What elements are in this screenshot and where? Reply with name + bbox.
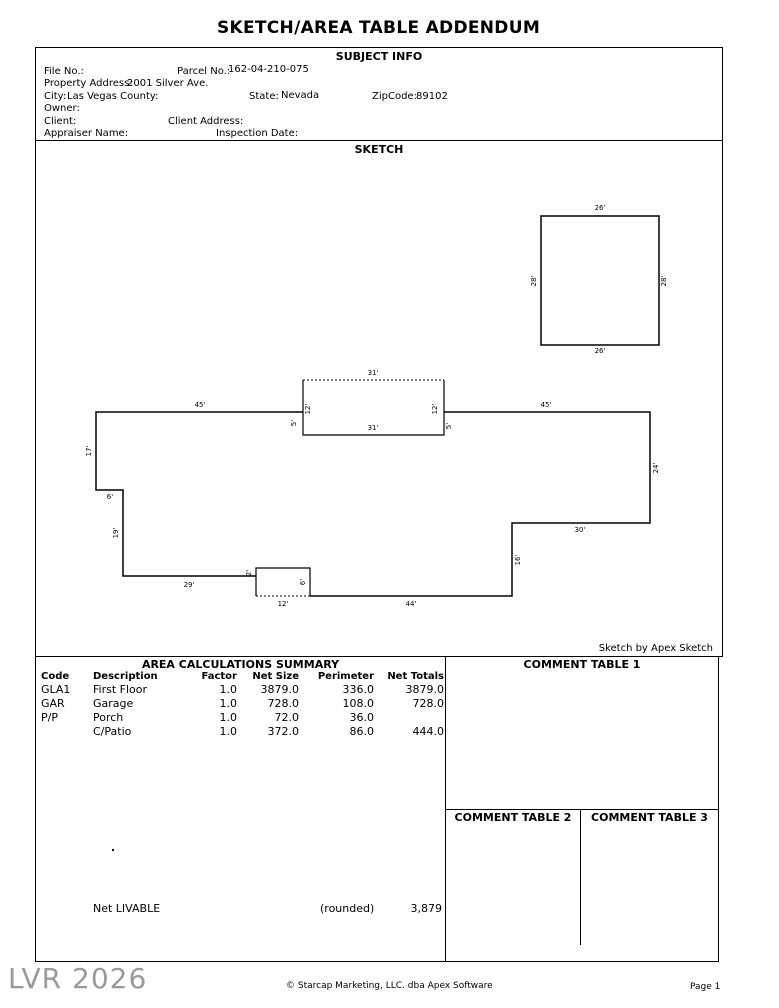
- col-description: Description: [93, 671, 158, 682]
- table-row-perimeter: 336.0: [342, 683, 374, 696]
- net-livable-value: 3,879: [410, 902, 442, 915]
- comment-tables-2-3: [445, 809, 719, 962]
- dim-left-lower: 19': [112, 527, 120, 539]
- sketch-credit: Sketch by Apex Sketch: [598, 643, 713, 654]
- dim-right-upper: 24': [652, 462, 660, 474]
- col-net-totals: Net Totals: [387, 671, 444, 682]
- comment-divider: [580, 809, 581, 945]
- table-row-code: P/P: [41, 711, 58, 724]
- client-address-label: Client Address:: [168, 116, 244, 127]
- table-row-net-total: 3879.0: [405, 683, 444, 696]
- sketch-header: SKETCH: [354, 143, 404, 156]
- table-row-code: GAR: [41, 697, 65, 710]
- table-row-net-size: 72.0: [274, 711, 299, 724]
- client-label: Client:: [44, 116, 77, 127]
- garage-outline: [541, 216, 659, 345]
- house-outline: [96, 412, 650, 596]
- dim-patio-right: 12': [431, 403, 439, 415]
- table-row-net-size: 728.0: [267, 697, 299, 710]
- watermark: LVR 2026: [8, 962, 148, 995]
- dim-patio-top: 31': [367, 369, 379, 377]
- dim-right-lower: 16': [514, 554, 522, 566]
- dim-patio-bottom: 31': [367, 424, 379, 432]
- table-row-description: Garage: [93, 697, 134, 710]
- property-address-label: Property Address:: [44, 78, 133, 89]
- table-row-perimeter: 108.0: [342, 697, 374, 710]
- dim-garage-bottom: 26': [594, 347, 606, 355]
- copyright: © Starcap Marketing, LLC. dba Apex Software: [286, 981, 493, 991]
- dim-porch-left: 2': [245, 569, 253, 577]
- dim-step-left: 5': [290, 419, 298, 427]
- col-code: Code: [41, 671, 70, 682]
- table-row-factor: 1.0: [219, 683, 237, 696]
- city-label: City:: [44, 91, 67, 102]
- state-value: Nevada: [281, 90, 320, 101]
- page-title: SKETCH/AREA TABLE ADDENDUM: [216, 18, 541, 38]
- dim-step-right: 5': [445, 422, 453, 430]
- zipcode-value: 89102: [416, 91, 448, 102]
- col-perimeter: Perimeter: [317, 671, 374, 682]
- inspection-date-label: Inspection Date:: [216, 128, 299, 139]
- comment-table-1-header: COMMENT TABLE 1: [523, 658, 641, 671]
- rounded-label: (rounded): [320, 902, 375, 915]
- table-row-net-total: 728.0: [412, 697, 444, 710]
- dim-garage-left: 28': [530, 275, 538, 287]
- table-row-description: C/Patio: [93, 725, 132, 738]
- dim-patio-left: 12': [304, 403, 312, 415]
- table-row-net-total: 444.0: [412, 725, 444, 738]
- city-value: Las Vegas County:: [67, 91, 159, 102]
- dim-bottom-right: 44': [405, 600, 417, 608]
- property-address-value: 2001 Silver Ave.: [127, 78, 209, 89]
- dim-garage-right: 28': [660, 275, 668, 287]
- state-label: State:: [249, 91, 279, 102]
- zipcode-label: ZipCode:: [372, 91, 417, 102]
- dim-house-top-right: 45': [540, 401, 552, 409]
- owner-label: Owner:: [44, 103, 80, 114]
- dim-porch-bottom: 12': [277, 600, 289, 608]
- table-row-perimeter: 86.0: [349, 725, 374, 738]
- dim-left-step: 6': [106, 493, 114, 501]
- table-row-description: First Floor: [93, 683, 148, 696]
- comment-table-2-header: COMMENT TABLE 2: [454, 811, 572, 824]
- comment-table-1: [445, 656, 719, 810]
- dim-porch-right: 6': [299, 578, 307, 586]
- table-row-description: Porch: [93, 711, 124, 724]
- table-row-factor: 1.0: [219, 725, 237, 738]
- table-row-net-size: 3879.0: [260, 683, 299, 696]
- file-no-label: File No.:: [44, 66, 84, 77]
- table-row-code: GLA1: [41, 683, 71, 696]
- stray-dot: [112, 849, 114, 851]
- dim-left-upper: 17': [85, 445, 93, 457]
- table-row-factor: 1.0: [219, 697, 237, 710]
- comment-table-3-header: COMMENT TABLE 3: [591, 811, 708, 824]
- dim-house-top-left: 45': [194, 401, 206, 409]
- area-calculations-header: AREA CALCULATIONS SUMMARY: [141, 658, 340, 671]
- col-net-size: Net Size: [252, 671, 299, 682]
- subject-info-header: SUBJECT INFO: [335, 50, 423, 63]
- table-row-perimeter: 36.0: [349, 711, 374, 724]
- net-livable-label: Net LIVABLE: [93, 902, 161, 915]
- dim-right-step: 30': [574, 526, 586, 534]
- page-number: Page 1: [690, 982, 721, 992]
- table-row-net-size: 372.0: [267, 725, 299, 738]
- dim-garage-top: 26': [594, 204, 606, 212]
- table-row-factor: 1.0: [219, 711, 237, 724]
- parcel-no-value: 162-04-210-075: [228, 64, 309, 75]
- parcel-no-label: Parcel No.:: [177, 66, 231, 77]
- col-factor: Factor: [201, 671, 237, 682]
- appraiser-name-label: Appraiser Name:: [44, 128, 129, 139]
- dim-bottom-left: 29': [183, 581, 195, 589]
